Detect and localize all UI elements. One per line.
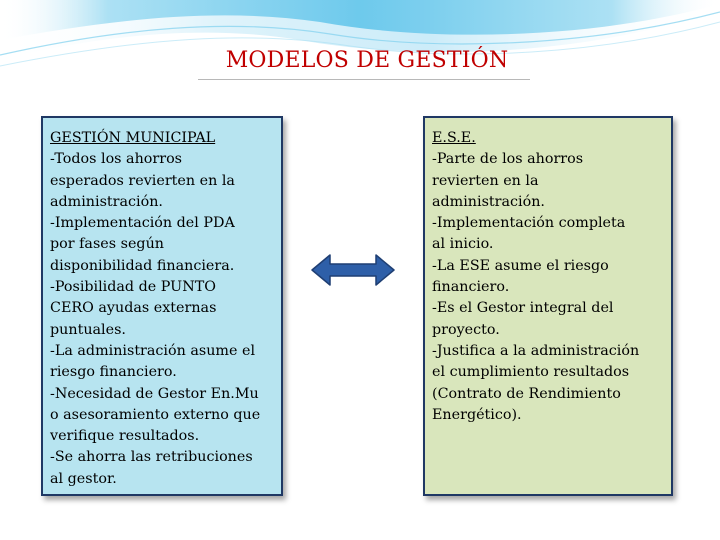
municipal-line: o asesoramiento externo que: [50, 406, 261, 423]
municipal-line: al gestor.: [50, 470, 117, 487]
municipal-line: por fases según: [50, 236, 164, 253]
header-wave-decoration: [0, 0, 720, 90]
municipal-line: puntuales.: [50, 321, 126, 338]
municipal-line: riesgo financiero.: [50, 364, 177, 381]
municipal-management-box: [41, 116, 283, 496]
municipal-line: -Implementación del PDA: [50, 215, 235, 232]
municipal-line: esperados revierten en la: [50, 172, 235, 189]
municipal-line: -Todos los ahorros: [50, 151, 183, 168]
ese-line: -Justifica a la administración: [432, 342, 640, 359]
ese-line: al inicio.: [432, 236, 494, 253]
ese-line: Energético).: [432, 406, 522, 423]
municipal-line: -Posibilidad de PUNTO: [50, 279, 216, 296]
municipal-line: -Se ahorra las retribuciones: [50, 449, 253, 466]
double-headed-arrow-icon: [310, 253, 396, 287]
municipal-management-heading: GESTIÓN MUNICIPAL: [50, 130, 216, 146]
ese-line: -Parte de los ahorros: [432, 151, 584, 168]
ese-line: revierten en la: [432, 172, 539, 189]
ese-line: -La ESE asume el riesgo: [432, 257, 609, 274]
municipal-line: administración.: [50, 193, 163, 210]
ese-line: proyecto.: [432, 321, 500, 338]
ese-line: (Contrato de Rendimiento: [432, 385, 621, 402]
ese-heading: E.S.E.: [432, 130, 476, 146]
ese-line: -Es el Gestor integral del: [432, 300, 614, 317]
ese-line: financiero.: [432, 279, 510, 296]
slide-title: MODELOS DE GESTIÓN: [225, 48, 509, 73]
ese-line: -Implementación completa: [432, 215, 626, 232]
municipal-line: -Necesidad de Gestor En.Mu: [50, 385, 259, 402]
title-divider: [198, 79, 530, 80]
ese-box: [423, 116, 673, 496]
municipal-line: disponibilidad financiera.: [50, 257, 235, 274]
municipal-line: CERO ayudas externas: [50, 300, 217, 317]
ese-line: el cumplimiento resultados: [432, 364, 630, 381]
municipal-line: -La administración asume el: [50, 342, 256, 359]
municipal-line: verifique resultados.: [50, 428, 200, 445]
ese-line: administración.: [432, 193, 545, 210]
